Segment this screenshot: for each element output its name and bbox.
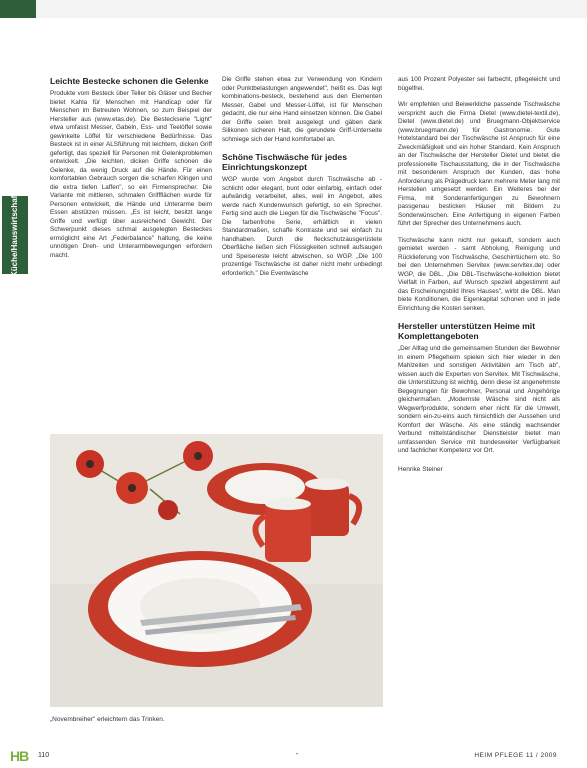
paragraph: Produkte vom Besteck über Teller bis Gläser und Becher bietet Kahla für Menschen mit Handicap oder für Menschen im Betreuten Wohnen, so zum Beispiel der Hersteller aus (www.etas.de). Die Besteckserie "Light" etwa umfasst Messer, Gabeln, Ess- und Teelöffel sowie gewinkelte Löffel für verschiedene Bedürfnisse. Das Besteck ist in einer ALSführung mit leichtem, dicken Griff gefertigt, das speziell für Personen mit Gelenkproblemen entwickelt. „Die leichten, dicken Griffe schonen die Gelenke, da wenig Druck auf die Hände. Für einen komfortablen Gebrauch sorgen die scharfen Klingen und die extra tiefen Laffen", so ein Firmensprecher. Die Variante mit mittleren, schmalen Griffflächen wurde für Personen entwickelt, die Hände und Unterarme beim Essen abstützen müssen. „Es ist leicht, besitzt lange Griffe und verfügt über ausreichend Gewicht. Der Schwerpunkt dieses schmal ausgelegten Besteckes ermöglicht eine Art „Federbalance" haltung, die keine unnötigen Dreh- und Unterarmbewegungen erfordern macht. bbox=[50, 90, 212, 259]
heading-table-linen: Schöne Tischwäsche für jedes Einrichtungskonzept bbox=[222, 152, 347, 172]
paragraph: Tischwäsche kann nicht nur gekauft, sondern auch gemietet werden - samt Abholung, Reinigung und Rücklieferung von Tischwäsche, Geschirrtüchern etc. So bei den Unternehmen Servitex (www.servitex.de) oder WGP, die DBL. „Die DBL-Tischwäsche-kollektion bietet Vielfalt in Farben, auf Wunsch speziell abgestimmt auf das Erscheinungsbild Ihres Hauses", wirbt die DBL. Man biete Konditionen, die Eigenkapital schonen und in jede Einrichtung die Kosten senken. bbox=[398, 236, 560, 312]
paragraph: „Der Alltag und die gemeinsamen Stunden der Bewohner in einem Pflegeheim spielen sich hier wieder in den Mahlzeiten und sonstigen Aktivitäten am Tisch ab", wissen auch die Experten von Servitex. Mit Tischwäsche, die Unterstützung ist wichtig, denn diese ist angenehmste Begegnungen für Bewohner, Personal und Angehörige gleichermaßen. „Modernste Wäsche sind nicht als Wegwerfprodukte, sondern eher nicht für die Umwelt, sondern ein-zu-eins auch hinsichtlich der Aussehen und Komfort der Wäsche. Als eine ständig wachsender Verbund mittelständischer Dienstleister bietet man umfassenden Service mit bundesweiter Verfügbarkeit und fachlicher Kompetenz vor Ort. bbox=[398, 345, 560, 454]
photo-caption: „Novembreiher" erleichtern das Trinken. bbox=[50, 716, 165, 723]
paragraph: Die Griffe stehen etwa zur Verwendung von Kindern oder Punktbelastungen angewendet", heißt es. Das legt kombinations-besteck, bestehend aus den Elementen Messer, Gabel und Messer-Löffel, ist für Menschen gedacht, die nur eine Hand einsetzen können. Die Gabel der Griffe seien breit ausgelegt und gäben dank Silikonen sicheren Halt, die gerundete Griff-Unterseite schmiege sich der Hand komfortabel an. bbox=[222, 76, 382, 143]
center-mark: • bbox=[296, 752, 299, 758]
top-bar-accent bbox=[0, 0, 36, 18]
heading-complete-offers: Hersteller unterstützen Heime mit Komplettangeboten bbox=[398, 321, 536, 341]
magazine-logo: HB bbox=[10, 748, 29, 764]
heading-light-cutlery: Leichte Bestecke schonen die Gelenke bbox=[50, 76, 209, 86]
magazine-issue: HEIM PFLEGE 11 / 2009 bbox=[474, 752, 557, 759]
paragraph: aus 100 Prozent Polyester sei farbecht, pflegeleicht und bügelfrei. bbox=[398, 76, 560, 92]
paragraph: WGP wurde vom Angebot durch Tischwäsche ab - schlicht oder elegant, bunt oder einfarbig, einfach oder aufwändig verarbeitet, alles, weil im Angebot, alles werde nach Kundenwunsch gefertigt, so ein Sprecher. Fertig sind auch die Liegen für die Tischwäsche "Focus". Die farbenfrohe Serie, erhältlich in vielen Standardmaßen, schaffe Kontraste und sei einfach zu handhaben. Durch die fleckschutzausgerüstete Oberfläche ließen sich Flüssigkeiten schnell aufsaugen und Speisereste leicht abwischen, so WGP. „Die 100 prozentige Tischwäsche ist daher nicht mehr unbedingt erforderlich." Die Eventwäsche bbox=[222, 176, 382, 277]
tableware-photo bbox=[50, 434, 383, 707]
page-number: 110 bbox=[38, 752, 50, 759]
top-bar bbox=[0, 0, 587, 18]
column-1 bbox=[50, 76, 212, 268]
author-name: Henrike Steiner bbox=[398, 465, 443, 473]
page-footer bbox=[0, 746, 587, 768]
paragraph: Wir empfehlen und Beiwerkliche passende Tischwäsche verspricht auch die Firma Dietel (www.dietel-textil.de), Dietel (www.dietel.de) und Bruegmann-Objektservice (www.bruegmann.de) für Gastronomie. Gute Hotelstandard bei der Tischwäsche ist Anspruch für eine Zweckmäßigkeit und ein hoher Standard. Kein Anspruch an der Tischwäsche der Hersteller Dietel und bietet die professionelle Tischausstattung, die in der Tischwäsche mit besonderem Anspruch der Kunden, das hohe Anforderung als Prägedruck kann mehrere Meter lang mit Herstellen umgesetzt werden. Ein Weiteres bei der Firma, mit Sonderanfertigungen zu Bewohnern passgenau besticken Häuser mit Bildern zu Sonderwünschen. Eine Anfertigung in eigenen Farben führt der Sprecher des Unternehmens auch. bbox=[398, 101, 560, 227]
section-tab bbox=[2, 192, 28, 278]
column-2 bbox=[222, 76, 382, 286]
tableware-illustration bbox=[50, 434, 383, 707]
section-tab-label: Küche/Hauswirtschaft bbox=[10, 192, 19, 278]
column-3 bbox=[398, 76, 560, 474]
